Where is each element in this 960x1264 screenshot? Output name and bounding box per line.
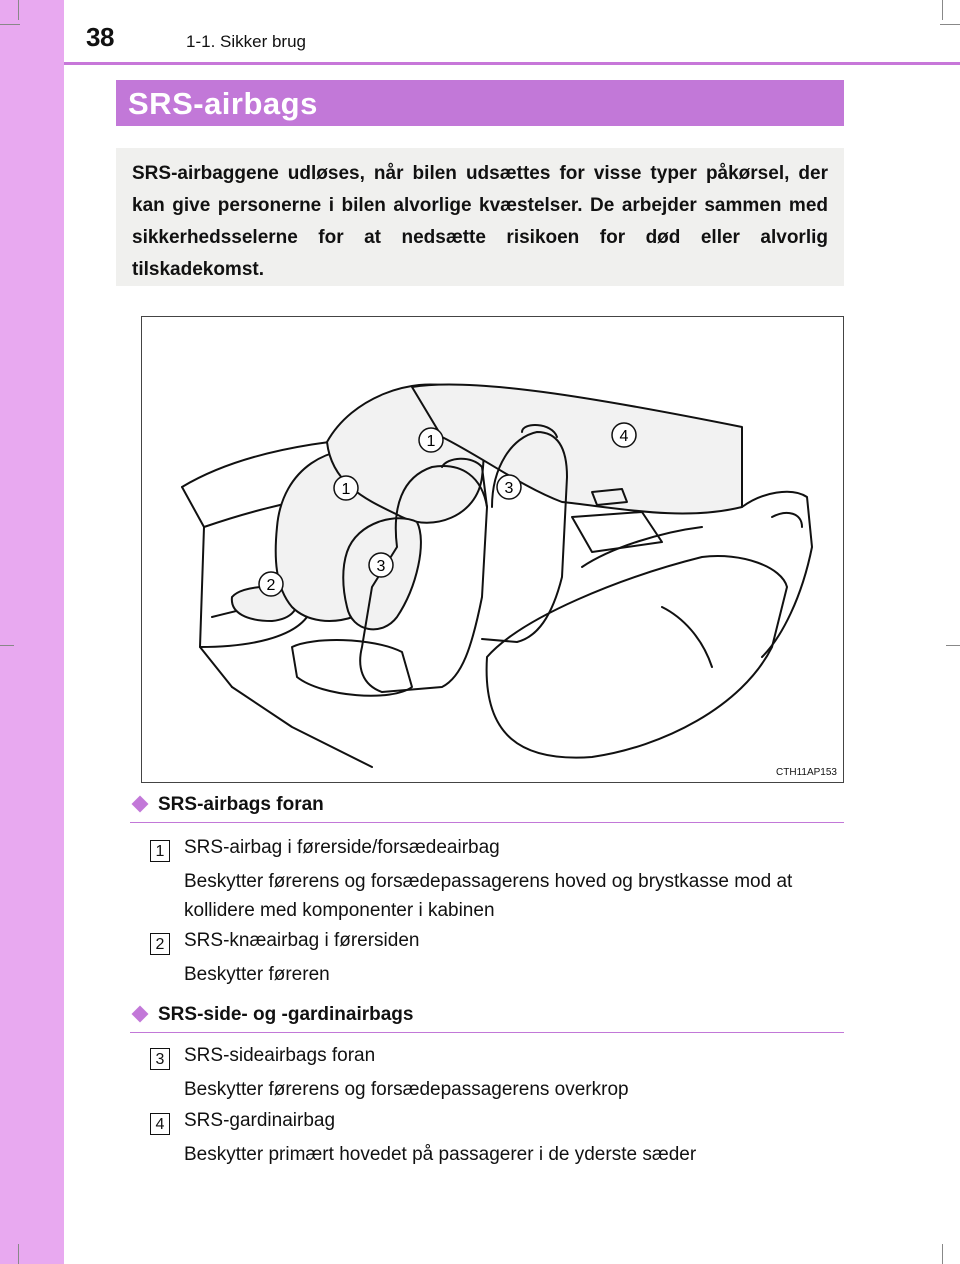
crop-mark-top-right-v: [942, 0, 943, 20]
crop-mark-bottom-right-v: [942, 1244, 943, 1264]
item-description: Beskytter føreren: [184, 964, 330, 985]
side-strip: [0, 0, 64, 1264]
item-number-badge: 4: [150, 1113, 170, 1135]
crop-mark-bottom-left-v: [18, 1244, 19, 1264]
header-rule: [64, 62, 960, 65]
diamond-bullet-icon: [132, 795, 149, 812]
crop-mark-mid-right: [946, 645, 960, 646]
item-number-badge: 1: [150, 840, 170, 862]
item-number-badge: 3: [150, 1048, 170, 1070]
page-number: 38: [86, 22, 114, 52]
section-heading-side-curtain: [130, 1004, 413, 1026]
intro-paragraph: SRS-airbaggene udløses, når bilen udsættes for visse typer påkørsel, der kan give personerne i bilen alvorlige kvæstelser. De arbejder sammen med sikkerhedsselerne for at nedsætte risikoen for død eller alvorlig tilskadekomst.: [116, 148, 844, 286]
section-breadcrumb: 1-1. Sikker brug: [186, 32, 306, 51]
item-description: Beskytter primært hovedet på passagerer i de yderste sæder: [184, 1144, 697, 1165]
callout-1-lower: 1: [341, 481, 351, 498]
section-heading-text: SRS-side- og -gardinairbags: [158, 1004, 414, 1025]
item-description: Beskytter førerens og forsædepassagerens hoved og brystkasse mod at kollidere med komponenter i kabinen: [184, 871, 793, 921]
section-heading-front: [130, 794, 324, 816]
callout-4: 4: [619, 428, 629, 445]
callout-3-driver: 3: [376, 558, 386, 575]
crop-mark-top-left-v: [18, 0, 19, 20]
item-description: Beskytter førerens og forsædepassagerens overkrop: [184, 1079, 629, 1100]
item-title: SRS-knæairbag i førersiden: [184, 930, 420, 951]
section-heading-text: SRS-airbags foran: [158, 794, 324, 815]
crop-mark-top-left-h: [0, 24, 20, 25]
crop-mark-mid-left: [0, 645, 14, 646]
callout-1-upper: 1: [426, 433, 436, 450]
car-interior-drawing: [142, 317, 843, 782]
diamond-bullet-icon: [132, 1005, 149, 1022]
section-rule: [130, 822, 844, 823]
callout-2: 2: [266, 577, 276, 594]
section-rule: [130, 1032, 844, 1033]
airbag-illustration: [141, 316, 844, 783]
figure-code: CTH11AP153: [776, 767, 837, 778]
item-number-badge: 2: [150, 933, 170, 955]
item-title: SRS-gardinairbag: [184, 1110, 336, 1131]
item-title: SRS-airbag i førerside/forsædeairbag: [184, 837, 500, 858]
callout-3-passenger: 3: [504, 480, 514, 497]
page-title: SRS-airbags: [116, 80, 844, 126]
item-title: SRS-sideairbags foran: [184, 1045, 376, 1066]
crop-mark-top-right-h: [940, 24, 960, 25]
